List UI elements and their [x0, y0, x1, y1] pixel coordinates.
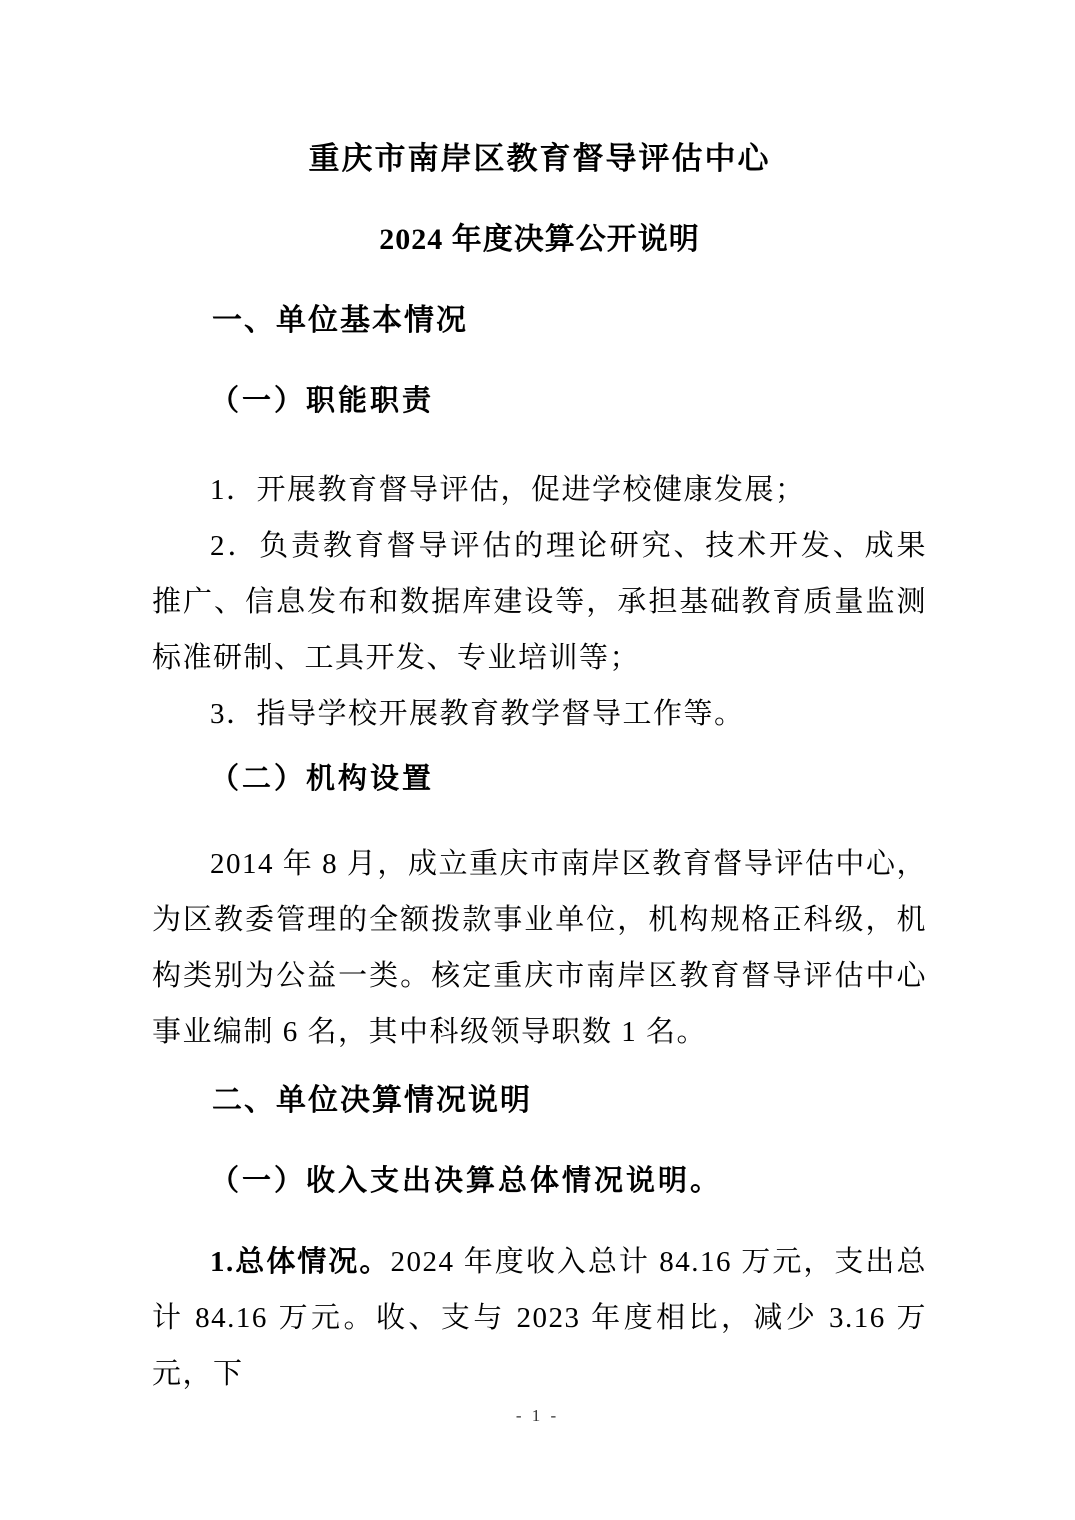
- paragraph-organization: 2014 年 8 月，成立重庆市南岸区教育督导评估中心，为区教委管理的全额拨款事业单位，机构规格正科级，机构类别为公益一类。核定重庆市南岸区教育督导评估中心事业编制 6 名，其中科级领导职数 1 名。: [152, 848, 927, 1048]
- document-content: [152, 136, 927, 1402]
- document-title: 重庆市南岸区教育督导评估中心: [308, 141, 771, 176]
- subsection-heading-income-expenditure: （一）收入支出决算总体情况说明。: [210, 1165, 723, 1197]
- paragraph-duty-2: 2．负责教育督导评估的理论研究、技术开发、成果推广、信息发布和数据库建设等，承担基础教育质量监测标准研制、工具开发、专业培训等；: [152, 530, 927, 674]
- document-subtitle: 2024 年度决算公开说明: [379, 223, 700, 256]
- section-heading-basic-info: 一、单位基本情况: [212, 304, 468, 337]
- paragraph-lead-label: 1.总体情况。: [210, 1246, 391, 1278]
- subsection-heading-duties: （一）职能职责: [210, 385, 435, 417]
- paragraph-overall-situation: [152, 1234, 927, 1402]
- subsection-heading-organization: （二）机构设置: [210, 763, 435, 795]
- paragraph-duty-1: 1．开展教育督导评估，促进学校健康发展；: [210, 474, 806, 506]
- page-number: - 1 -: [515, 1406, 560, 1425]
- paragraph-duty-3: 3．指导学校开展教育教学督导工作等。: [210, 698, 745, 730]
- paragraph-lead-text: 2024 年度收入总计 84.16 万元，支出总计 84.16 万元。收、支与 2023 年度相比，减少 3.16 万元，下: [152, 1246, 927, 1390]
- section-heading-final-accounts: 二、单位决算情况说明: [212, 1084, 532, 1117]
